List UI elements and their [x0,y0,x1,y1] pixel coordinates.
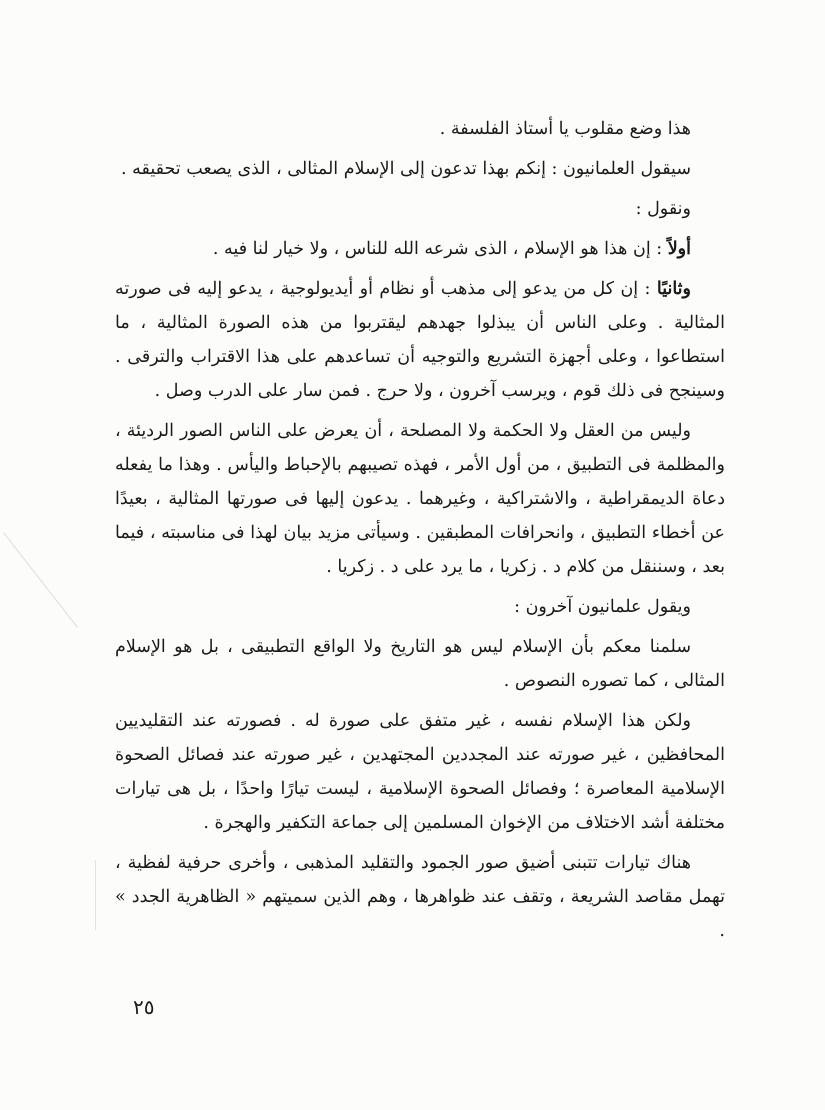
scan-artifact-line [95,860,96,930]
paragraph: سلمنا معكم بأن الإسلام ليس هو التاريخ ولا الواقع التطبيقى ، بل هو الإسلام المثالى ، كما تصوره النصوص . [115,637,725,691]
body-text [115,112,725,954]
paragraph-lead-word: أولاً [667,239,691,259]
paragraph: سيقول العلمانيون : إنكم بهذا تدعون إلى الإسلام المثالى ، الذى يصعب تحقيقه . [120,159,691,179]
paragraph: هذا وضع مقلوب يا أستاذ الفلسفة . [439,119,691,139]
paragraph: ونقول : [635,199,691,219]
paragraph: هناك تيارات تتبنى أضيق صور الجمود والتقليد المذهبى ، وأخرى حرفية لفظية ، تهمل مقاصد الشريعة ، وتقف عند ظواهرها ، وهم الذين سميتهم « الظاهرية الجدد » . [115,853,725,941]
paragraph [115,272,725,408]
paragraph-lead-word: وثانيًا [656,279,691,299]
paragraph-text: : إن كل من يدعو إلى مذهب أو نظام أو أيديولوجية ، يدعو إليه فى صورته المثالية . وعلى الناس أن يبذلوا جهدهم ليقتربوا من هذه الصورة المثالية ، ما استطاعوا ، وعلى أجهزة التشريع والتوجيه أن تساعدهم على هذا الاقتراب والترقى . وسينجح فى ذلك قوم ، ويرسب آخرون ، ولا حرج . فمن سار على الدرب وصل . [115,279,725,401]
paragraph: ولكن هذا الإسلام نفسه ، غير متفق على صورة له . فصورته عند التقليديين المحافظين ، غير صورته عند المجددين المجتهدين ، غير صورته عند فصائل الصحوة الإسلامية المعاصرة ؛ وفصائل الصحوة الإسلامية ، ليست تيارًا واحدًا ، بل هى تيارات مختلفة أشد الاختلاف من الإخوان المسلمين إلى جماعة التكفير والهجرة . [115,711,725,833]
page-number: ٢٥ [133,995,155,1019]
paragraph: وليس من العقل ولا الحكمة ولا المصلحة ، أن يعرض على الناس الصور الرديئة ، والمظلمة فى التطبيق ، من أول الأمر ، فهذه تصيبهم بالإحباط واليأس . وهذا ما يفعله دعاة الديمقراطية ، والاشتراكية ، وغيرهما . يدعون إليها فى صورتها المثالية ، بعيدًا عن أخطاء التطبيق ، وانحرافات المطبقين . وسيأتى مزيد بيان لهذا فى مناسبته ، فيما بعد ، وسننقل من كلام د . زكريا ، ما يرد على د . زكريا . [115,421,725,577]
paragraph [115,232,725,266]
paragraph-text: : إن هذا هو الإسلام ، الذى شرعه الله للناس ، ولا خيار لنا فيه . [212,239,668,259]
paragraph: ويقول علمانيون آخرون : [514,597,691,617]
scan-artifact-line [3,532,78,627]
